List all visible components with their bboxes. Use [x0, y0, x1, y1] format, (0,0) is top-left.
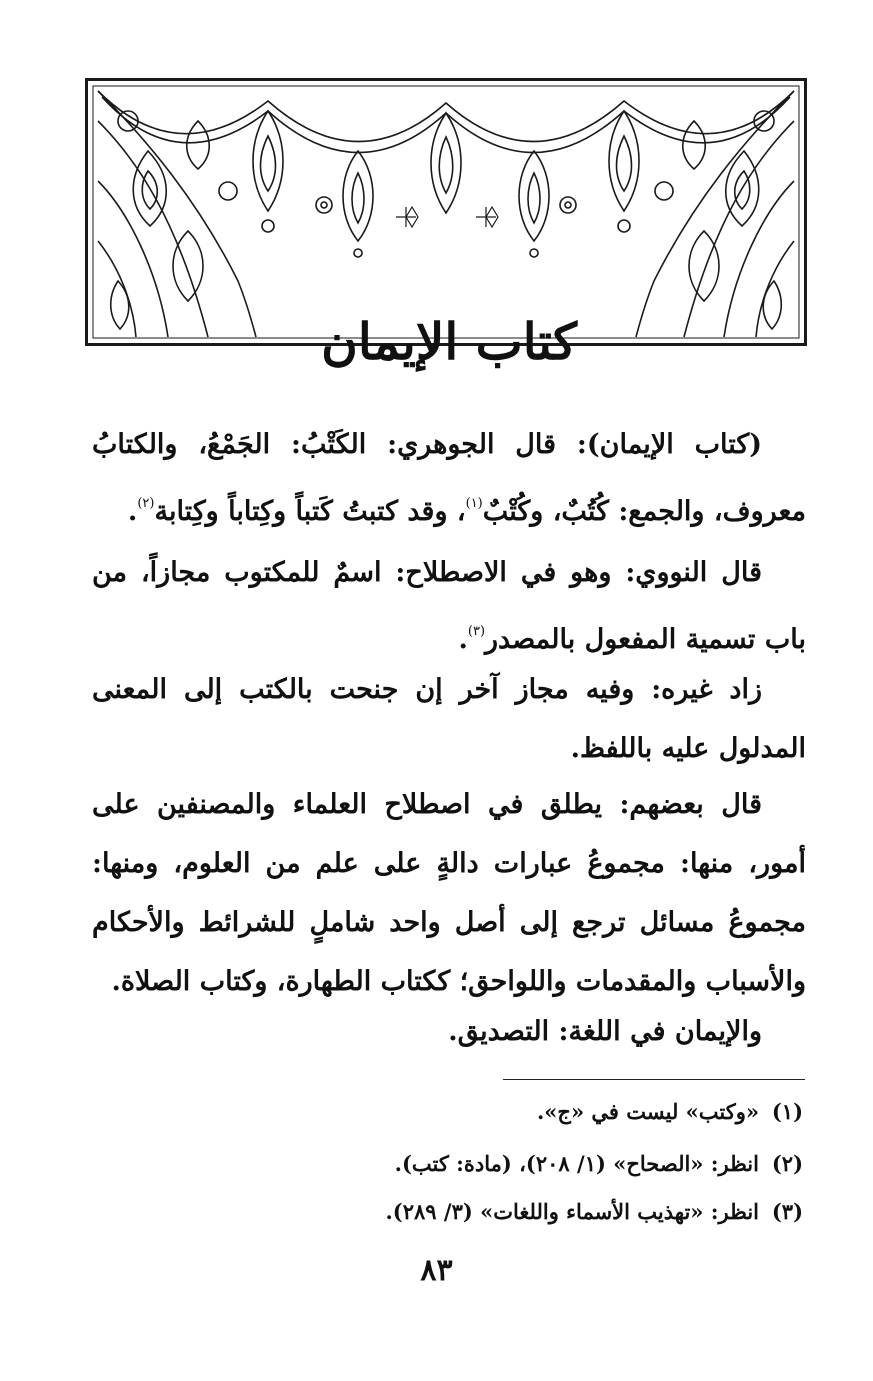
paragraph-text: .	[127, 496, 138, 527]
paragraph-text: قال النووي: وهو في الاصطلاح: اسمٌ للمكتوب مجازاً، من باب تسمية المفعول بالمصدر	[92, 557, 806, 655]
footnote-marker[interactable]: (٣)	[467, 624, 486, 639]
footnote-text: «وكتب» ليست في «ج».	[536, 1099, 759, 1124]
paragraph-3: زاد غيره: وفيه مجاز آخر إن جنحت بالكتب إلى المعنى المدلول عليه باللفظ.	[92, 674, 806, 764]
footnote-number: (٢)	[771, 1151, 803, 1176]
footnote-separator	[503, 1079, 805, 1080]
footnote-number: (٣)	[771, 1199, 803, 1224]
footnote-number: (١)	[771, 1099, 803, 1124]
paragraph-2	[92, 543, 806, 669]
footnote-text: انظر: «تهذيب الأسماء واللغات» (٣/ ٢٨٩).	[385, 1199, 759, 1224]
paragraph-4: قال بعضهم: يطلق في اصطلاح العلماء والمصنفين على أمور، منها: مجموعُ عبارات دالةٍ على علم من العلوم، ومنها: مجموعُ مسائل ترجع إلى أصل واحد شاملٍ للشرائط والأحكام والأسباب والمقدمات واللواحق؛ ككتاب الطهارة، وكتاب الصلاة.	[92, 789, 806, 997]
paragraph-text: .	[458, 624, 468, 655]
footnote-2	[92, 1149, 803, 1179]
arabesque-ornament	[88, 81, 804, 343]
paragraph-1	[92, 415, 806, 541]
footnote-3	[92, 1197, 803, 1227]
footnote-marker[interactable]: (٢)	[137, 496, 155, 511]
page-number: ٨٣	[420, 1253, 453, 1288]
paragraph-text: ، وقد كتبتُ كَتباً وكِتاباً وكِتابة	[154, 496, 466, 527]
footnote-1	[92, 1097, 803, 1127]
paragraph-5: والإيمان في اللغة: التصديق.	[448, 1016, 762, 1047]
footnote-text: انظر: «الصحاح» (١/ ٢٠٨)، (مادة: كتب).	[394, 1151, 759, 1176]
paragraph-text: (كتاب الإيمان): قال الجوهري: الكَتْبُ: الجَمْعُ، والكتابُ معروف، والجمع: كُتُبٌ، وكُتْبٌ	[92, 429, 806, 527]
chapter-title: كتاب الإيمان	[321, 312, 577, 371]
chapter-header-ornament	[85, 78, 807, 371]
footnote-marker[interactable]: (١)	[465, 496, 483, 511]
